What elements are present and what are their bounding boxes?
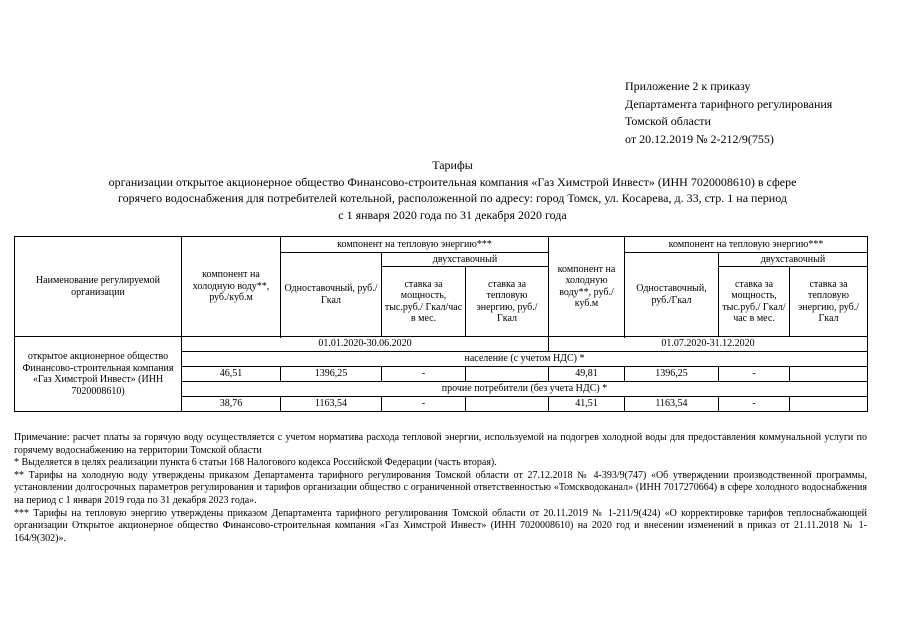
- header-capacity-rate-1: ставка за мощность, тыс.руб./ Гкал/час в мес.: [382, 267, 466, 337]
- document-title: [0, 157, 905, 223]
- header-two-rate-2: двухставочный: [719, 253, 868, 267]
- header-cold-water-2: компонент на холодную воду**, руб./куб.м: [549, 237, 625, 337]
- value-cell: [466, 367, 549, 382]
- value-cell: -: [719, 397, 790, 412]
- header-heat-energy-1: компонент на тепловую энергию***: [281, 237, 549, 253]
- header-two-rate-1: двухставочный: [382, 253, 549, 267]
- note-vat: * Выделяется в целях реализации пункта 6 статьи 168 Налогового кодекса Российской Федерации (часть вторая).: [14, 457, 497, 469]
- period-1: 01.01.2020-30.06.2020: [182, 337, 549, 352]
- value-cell: 1396,25: [281, 367, 382, 382]
- title-heading: Тарифы: [432, 158, 473, 172]
- note-main: Примечание: расчет платы за горячую воду осуществляется с учетом норматива расхода тепловой энергии, используемой на подогрев холодной воды для предоставления коммунальной услуги по горячему водоснабжению на территории Томской области: [14, 432, 867, 456]
- value-cell: [790, 397, 868, 412]
- value-cell: 1163,54: [625, 397, 719, 412]
- notes-block: [14, 432, 867, 545]
- appendix-line: Департамента тарифного регулирования: [625, 96, 833, 111]
- value-cell: [790, 367, 868, 382]
- value-cell: 46,51: [182, 367, 281, 382]
- value-cell: [466, 397, 549, 412]
- value-cell: -: [719, 367, 790, 382]
- value-cell: 49,81: [549, 367, 625, 382]
- value-cell: -: [382, 367, 466, 382]
- title-period: с 1 января 2020 года по 31 декабря 2020 года: [338, 207, 567, 222]
- header-heat-energy-2: компонент на тепловую энергию***: [625, 237, 868, 253]
- appendix-line: Томской области: [625, 114, 711, 128]
- tariff-table: [14, 236, 868, 412]
- header-cold-water-1: компонент на холодную воду**, руб./куб.м: [182, 237, 281, 337]
- value-cell: 1163,54: [281, 397, 382, 412]
- header-energy-rate-1: ставка за тепловую энергию, руб./Гкал: [466, 267, 549, 337]
- appendix-line: Приложение 2 к приказу: [625, 79, 751, 93]
- note-heat-energy: *** Тарифы на тепловую энергию утверждены приказом Департамента тарифного регулирования Томской области от 20.11.2019 № 1-211/9(424) «О корректировке тарифов теплоснабжающей организации Открытое акционерное общество Финансово-строительная компания «Газ Химстрой Инвест» (ИНН 7020008610) на 2020 год и внесении изменений в приказ от 21.11.2018 № 1-164/9(302)».: [14, 507, 867, 544]
- header-org-name: Наименование регулируемой организации: [15, 237, 182, 337]
- group-label-other-consumers: прочие потребители (без учета НДС) *: [182, 382, 868, 397]
- title-line: организации открытое акционерное общество Финансово-строительная компания «Газ Химстрой Инвест» (ИНН 7020008610) в сфере: [108, 174, 797, 189]
- org-name-cell: открытое акционерное общество Финансово-строительная компания «Газ Химстрой Инвест» (ИНН 7020008610): [15, 337, 182, 412]
- header-energy-rate-2: ставка за тепловую энергию, руб./Гкал: [790, 267, 868, 337]
- value-cell: -: [382, 397, 466, 412]
- title-line: горячего водоснабжения для потребителей котельной, расположенной по адресу: город Томск, ул. Косарева, д. 33, стр. 1 на период: [118, 191, 787, 205]
- header-capacity-rate-2: ставка за мощность, тыс.руб./ Гкал/час в мес.: [719, 267, 790, 337]
- note-cold-water: ** Тарифы на холодную воду утверждены приказом Департамента тарифного регулирования Томской области от 27.12.2018 № 4-393/9(747) «Об утверждении производственной программы, установлении долгосрочных параметров регулирования и тарифов организации общество с ограниченной ответственностью «Томскводоканал» (ИНН 7017270664) в сфере холодного водоснабжения на период с 1 января 2019 года по 31 декабря 2023 года».: [14, 469, 867, 506]
- header-single-rate-1: Одноставочный, руб./Гкал: [281, 253, 382, 337]
- header-single-rate-2: Одноставочный, руб./Гкал: [625, 253, 719, 337]
- value-cell: 38,76: [182, 397, 281, 412]
- appendix-block: [625, 78, 832, 148]
- value-cell: 41,51: [549, 397, 625, 412]
- appendix-order-ref: от 20.12.2019 № 2-212/9(755): [625, 131, 774, 146]
- value-cell: 1396,25: [625, 367, 719, 382]
- group-label-population: население (с учетом НДС) *: [182, 352, 868, 367]
- period-2: 01.07.2020-31.12.2020: [549, 337, 868, 352]
